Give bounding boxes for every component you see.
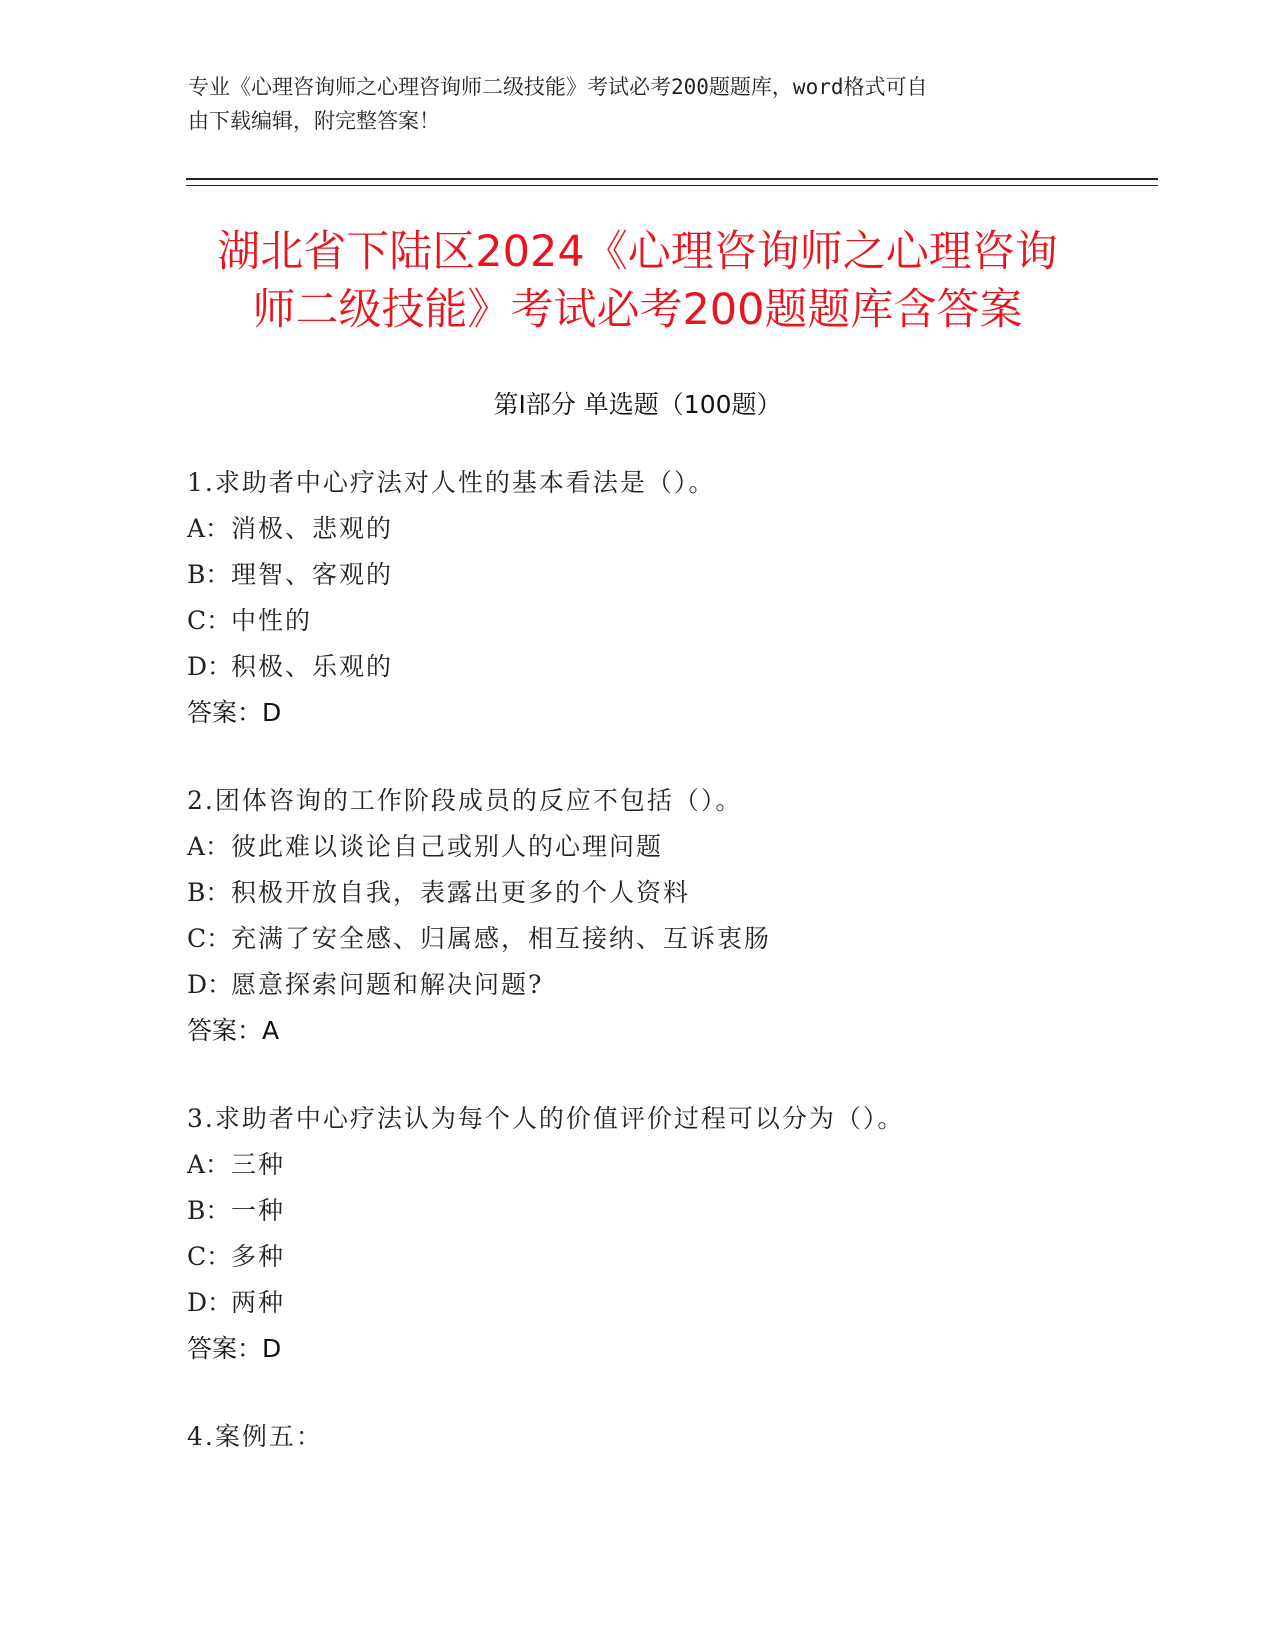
- option-c: [187, 1234, 1087, 1280]
- option-text: 积极开放自我，表露出更多的个人资料: [231, 878, 691, 907]
- option-d: [187, 962, 1087, 1008]
- option-key: B：: [187, 878, 231, 907]
- option-key: D：: [187, 1288, 233, 1317]
- question-2: [187, 778, 1087, 1054]
- question-stem: 4.案例五：: [187, 1422, 323, 1451]
- option-c: [187, 916, 1087, 962]
- option-text: 消极、悲观的: [231, 514, 394, 543]
- option-b: [187, 1188, 1087, 1234]
- option-text: 两种: [231, 1288, 286, 1317]
- option-key: D：: [187, 652, 233, 681]
- header-note: [188, 70, 1068, 138]
- option-text: 多种: [231, 1242, 286, 1271]
- option-key: A：: [187, 1150, 231, 1179]
- option-text: 理智、客观的: [231, 560, 394, 589]
- answer-line: 答案：D: [187, 698, 282, 727]
- option-d: [187, 644, 1087, 690]
- document-title-line-2: 师二级技能》考试必考200题题库含答案: [252, 285, 1023, 335]
- option-a: [187, 824, 1087, 870]
- question-1: [187, 460, 1087, 736]
- option-text: 彼此难以谈论自己或别人的心理问题: [231, 832, 664, 861]
- option-key: B：: [187, 560, 231, 589]
- option-c: [187, 598, 1087, 644]
- option-a: [187, 506, 1087, 552]
- question-stem: 1.求助者中心疗法对人性的基本看法是（）。: [187, 468, 716, 497]
- question-3: [187, 1096, 1087, 1372]
- document-title: [150, 223, 1125, 339]
- question-stem: 3.求助者中心疗法认为每个人的价值评价过程可以分为（）。: [187, 1104, 905, 1133]
- option-text: 三种: [231, 1150, 286, 1179]
- option-text: 一种: [231, 1196, 286, 1225]
- option-key: B：: [187, 1196, 231, 1225]
- option-key: C：: [187, 606, 232, 635]
- option-key: A：: [187, 514, 231, 543]
- header-divider-thick: [186, 178, 1158, 180]
- option-text: 中性的: [231, 606, 313, 635]
- question-stem: 2.团体咨询的工作阶段成员的反应不包括（）。: [187, 786, 743, 815]
- question-4: [187, 1414, 1087, 1460]
- answer-line: 答案：D: [187, 1334, 282, 1363]
- option-text: 积极、乐观的: [231, 652, 394, 681]
- answer-line: 答案：A: [187, 1016, 280, 1045]
- option-key: D：: [187, 970, 233, 999]
- header-note-line-1: 专业《心理咨询师之心理咨询师二级技能》考试必考200题题库，word格式可自: [188, 75, 928, 99]
- option-key: A：: [187, 832, 231, 861]
- header-note-line-2: 由下载编辑，附完整答案！: [188, 109, 440, 133]
- option-key: C：: [187, 924, 232, 953]
- option-b: [187, 552, 1087, 598]
- section-heading: 第Ⅰ部分 单选题（100题）: [493, 390, 782, 419]
- option-a: [187, 1142, 1087, 1188]
- document-title-line-1: 湖北省下陆区2024《心理咨询师之心理咨询: [217, 227, 1058, 277]
- option-d: [187, 1280, 1087, 1326]
- option-text: 愿意探索问题和解决问题?: [231, 970, 544, 999]
- header-divider-thin: [186, 185, 1158, 186]
- option-b: [187, 870, 1087, 916]
- option-text: 充满了安全感、归属感，相互接纳、互诉衷肠: [231, 924, 772, 953]
- option-key: C：: [187, 1242, 232, 1271]
